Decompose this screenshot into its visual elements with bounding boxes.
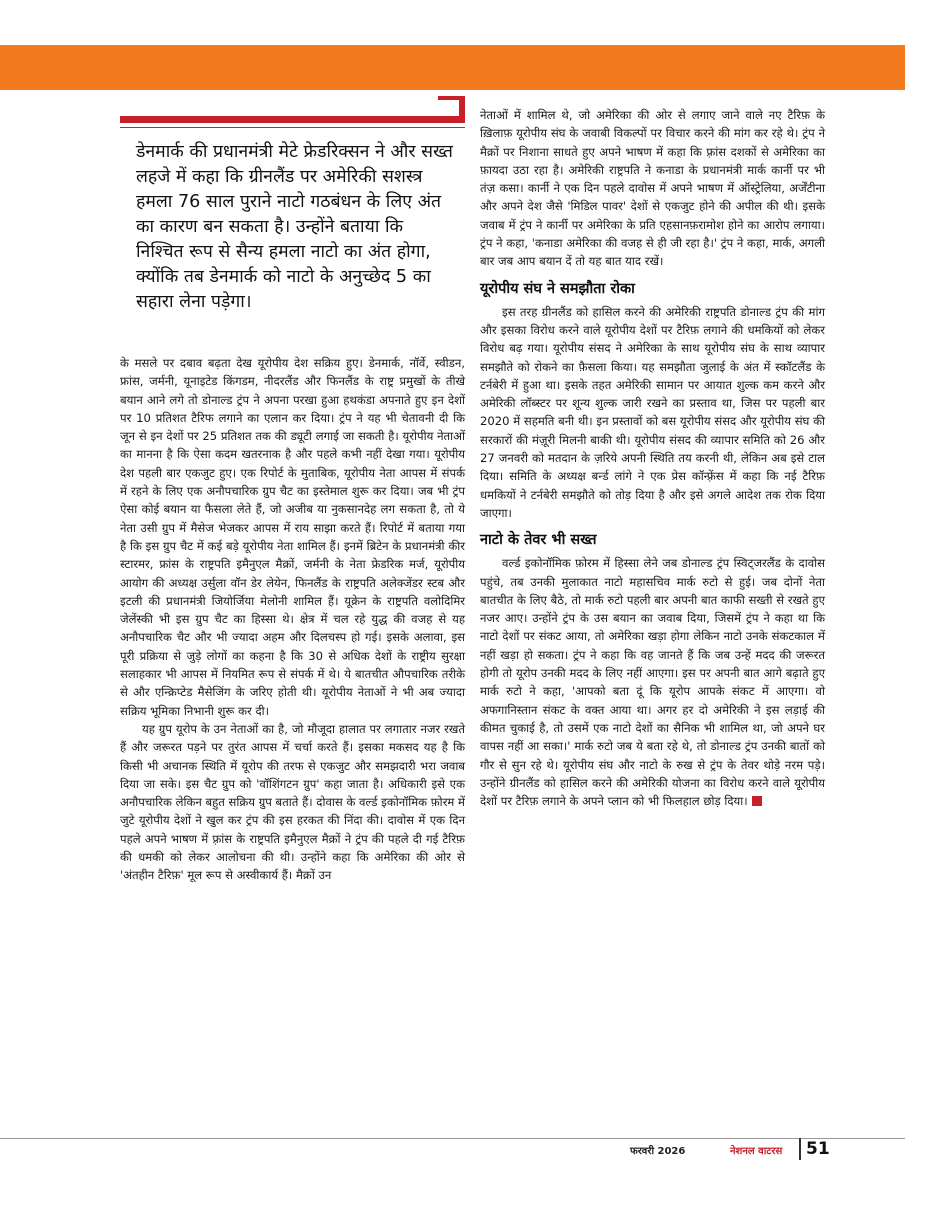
footer-rule (0, 1138, 905, 1139)
pull-quote-rule (120, 127, 465, 128)
left-paragraph-1: के मसले पर दबाव बढ़ता देख यूरोपीय देश सक्रिय हुए। डेनमार्क, नॉर्वे, स्वीडन, फ्रांस, जर्मनी, यूनाइटेड किंगडम, नीदरलैंड और फिनलैंड के राष्ट्र प्रमुखों के तीखे बयान आने लगे तो डोनाल्ड ट्रंप ने अपना परखा हुआ हथकंडा अपनाते हुए इन देशों पर 10 प्रतिशत टैरिफ लगाने का एलान कर दिया। ट्रंप ने यह भी चेतावनी दी कि जून से इन देशों पर 25 प्रतिशत तक की ड्यूटी लगाई जा सकती है। यूरोपीय नेताओं का मानना है कि ऐसा कदम खतरनाक है और पहले कभी नहीं देखा गया। यूरोपीय देश पहली बार एकजुट हुए। एक रिपोर्ट के मुताबिक, यूरोपीय नेता आपस में संपर्क में रहने के लिए एक अनौपचारिक ग्रुप चैट का इस्तेमाल शुरू कर दिया। जब भी ट्रंप ऐसा कोई बयान या फैसला लेते हैं, जो अजीब या नुकसानदेह लग सकता है, तो ये नेता उसी ग्रुप में मैसेज भेजकर आपस में राय साझा करते हैं। रिपोर्ट में बताया गया है कि इस ग्रुप चैट में कई बड़े यूरोपीय नेता शामिल हैं। इनमें ब्रिटेन के प्रधानमंत्री कीर स्टारमर, फ्रांस के राष्ट्रपति इमैनुएल मैक्रों, जर्मनी के नेता फ्रेडरिक मर्ज, यूरोपीय आयोग की अध्यक्ष उर्सुला वॉन डेर लेयेन, फिनलैंड के राष्ट्रपति अलेक्जेंडर स्टब और इटली की प्रधानमंत्री जियोर्जिया मेलोनी शामिल हैं। यूक्रेन के राष्ट्रपति वलोदिमिर जेलेंस्की भी इस ग्रुप चैट का हिस्सा थे। क्षेत्र में चल रहे युद्ध की वजह से यह अनौपचारिक चैट और भी ज्यादा अहम और दिलचस्प हो गई। इसके अलावा, इस पूरी प्रक्रिया से जुड़े लोगों का कहना है कि 30 से अधिक देशों के राष्ट्रीय सुरक्षा सलाहकार भी आपस में नियमित रूप से संपर्क में थे। ये बातचीत औपचारिक तरीके से और एन्क्रिप्टेड मैसेजिंग के जरिए होती थी। यूरोपीय नेताओं ने भी अब ज्यादा सक्रिय भूमिका निभानी शुरू कर दी। (120, 356, 465, 718)
subheading-eu-deal: यूरोपीय संघ ने समझौता रोका (480, 280, 635, 297)
right-paragraph-1: नेताओं में शामिल थे, जो अमेरिका की ओर से लगाए जाने वाले नए टैरिफ़ के ख़िलाफ़ यूरोपीय संघ के जवाबी विकल्पों पर विचार करने की मांग कर रहे थे। ट्रंप ने मैक्रों पर निशाना साधते हुए अपने भाषण में कहा कि फ़्रांस दशकों से अमेरिका का फ़ायदा उठा रहा है। अमेरिकी राष्ट्रपति ने कनाडा के प्रधानमंत्री मार्क कार्नी पर भी तंज़ कसा। कार्नी ने एक दिन पहले दावोस में अपने भाषण में ऑस्ट्रेलिया, अर्जेंटीना और अपने देश जैसे 'मिडिल पावर' देशों से एकजुट होने की अपील की थी। इसके जवाब में ट्रंप ने कार्नी पर अमेरिका के प्रति एहसानफ़रामोश होने का आरोप लगाया। ट्रंप ने कहा, 'कनाडा अमेरिका की वजह से ही जी रहा है।' ट्रंप ने कहा, मार्क, अगली बार जब आप बयान दें तो यह बात याद रखें। (480, 108, 825, 269)
pull-quote-top-bar (120, 116, 465, 123)
end-mark-icon (752, 796, 762, 806)
footer-separator (799, 1138, 801, 1160)
footer-brand-logo: नेशनल वाटरस (730, 1146, 783, 1157)
pull-quote-corner (438, 96, 460, 100)
footer-date: फरवरी 2026 (630, 1146, 686, 1157)
right-paragraph-2: इस तरह ग्रीनलैंड को हासिल करने की अमेरिकी राष्ट्रपति डोनाल्ड ट्रंप की मांग और इसका विरोध करने वाले यूरोपीय देशों पर टैरिफ़ लगाने की धमकियों को लेकर विरोध बढ़ गया। यूरोपीय संसद ने अमेरिका के साथ यूरोपीय संघ के साथ व्यापार समझौते को रोकने का फ़ैसला किया। यह समझौता जुलाई के अंत में स्कॉटलैंड के टर्नबेरी में हुआ था। इसके तहत अमेरिकी सामान पर आयात शुल्क कम करने और अमेरिकी लॉब्स्टर पर शून्य शुल्क जारी रखने का प्रस्ताव था, जिस पर पहली बार 2020 में सहमति बनी थी। इन प्रस्तावों को बस यूरोपीय संसद और यूरोपीय संघ की सरकारों की मंज़ूरी मिलनी बाकी थी। यूरोपीय संसद की व्यापार समिति को 26 और 27 जनवरी को मतदान के ज़रिये अपनी स्थिति तय करनी थी, लेकिन अब इसे टाल दिया। समिति के अध्यक्ष बर्न्ड लांगे ने एक प्रेस कॉन्फ़्रेंस में कहा कि नई टैरिफ़ धमकियों ने टर्नबेरी समझौते को तोड़ दिया है और इसे अगले आदेश तक रोक दिया जाएगा। (480, 304, 825, 520)
right-paragraph-3-text: वर्ल्ड इकोनॉमिक फ़ोरम में हिस्सा लेने जब डोनाल्ड ट्रंप स्विट्जरलैंड के दावोस पहुंचे, तब उनकी मुलाकात नाटो महासचिव मार्क रुटो से हुई। जब दोनों नेता बातचीत के लिए बैठे, तो मार्क रुटो पहली बार अपनी बात काफी सख्ती से रखते हुए नजर आए। उन्होंने ट्रंप के उस बयान का जवाब दिया, जिसमें ट्रंप ने कहा था कि नाटो देशों पर संकट आया, तो अमेरिका खड़ा होगा लेकिन नाटो उनके संकटकाल में नहीं खड़ा हो सकता। ट्रंप ने कहा कि वह जानते हैं कि जब उन्हें मदद की जरूरत होगी तो यूरोप उनकी मदद के लिए नहीं आएगा। इस पर अपनी बात आगे बढ़ाते हुए मार्क रुटो ने कहा, 'आपको बता दूं कि यूरोप आपके संकट में आएगा। वो अफगानिस्तान संकट के वक्त आया था। अगर हर दो अमेरिकी ने इस लड़ाई की कीमत चुकाई है, तो उसमें एक नाटो देशों का सैनिक भी शामिल था, जो अपने घर वापस नहीं आ सका।' मार्क रुटो जब ये बता रहे थे, तो डोनाल्ड ट्रंप उनकी बातों को गौर से सुन रहे थे। यूरोपीय संघ और नाटो के रुख से ट्रंप के तेवर थोड़े नरम पड़े। उन्होंने ग्रीनलैंड को हासिल करने की अमेरिकी योजना का विरोध करने वाले यूरोपीय देशों पर टैरिफ़ लगाने के अपने प्लान को भी फिलहाल छोड़ दिया। (480, 556, 825, 809)
left-paragraph-2: यह ग्रुप यूरोप के उन नेताओं का है, जो मौजूदा हालात पर लगातार नजर रखते हैं और जरूरत पड़ने पर तुरंत आपस में चर्चा करते हैं। इसका मकसद यह है कि किसी भी अचानक स्थिति में यूरोप की तरफ से एकजुट और समझदारी भरा जवाब दिया जा सके। इस चैट ग्रुप को 'वॉशिंगटन ग्रुप' कहा जाता है। अधिकारी इसे एक अनौपचारिक लेकिन बहुत सक्रिय ग्रुप बताते हैं। दोवास के वर्ल्ड इकोनॉमिक फ़ोरम में जुटे यूरोपीय देशों ने खुल कर ट्रंप की इस हरकत की निंदा की। दावोस में एक दिन पहले अपने भाषण में फ़्रांस के राष्ट्रपति इमैनुएल मैक्रों ने ट्रंप की पहले दी गई टैरिफ़ की धमकी को लेकर आलोचना की थी। उन्होंने कहा कि अमेरिका की ओर से 'अंतहीन टैरिफ़' मूल रूप से अस्वीकार्य हैं। मैक्रों उन (120, 721, 465, 883)
page-number: 51 (806, 1139, 830, 1159)
left-column (120, 354, 465, 885)
top-orange-band (0, 45, 905, 90)
right-paragraph-3 (480, 554, 825, 810)
subheading-nato: नाटो के तेवर भी सख्त (480, 532, 597, 549)
pull-quote: डेनमार्क की प्रधानमंत्री मेटे फ्रेडरिक्सन ने और सख्त लहजे में कहा कि ग्रीनलैंड पर अमेरिकी सशस्त्र हमला 76 साल पुराने नाटो गठबंधन के लिए अंत का कारण बन सकता है। उन्होंने बताया कि निश्चित रूप से सैन्य हमला नाटो का अंत होगा, क्योंकि तब डेनमार्क को नाटो के अनुच्छेद 5 का सहारा लेना पड़ेगा। (136, 142, 453, 312)
right-column (480, 106, 825, 810)
